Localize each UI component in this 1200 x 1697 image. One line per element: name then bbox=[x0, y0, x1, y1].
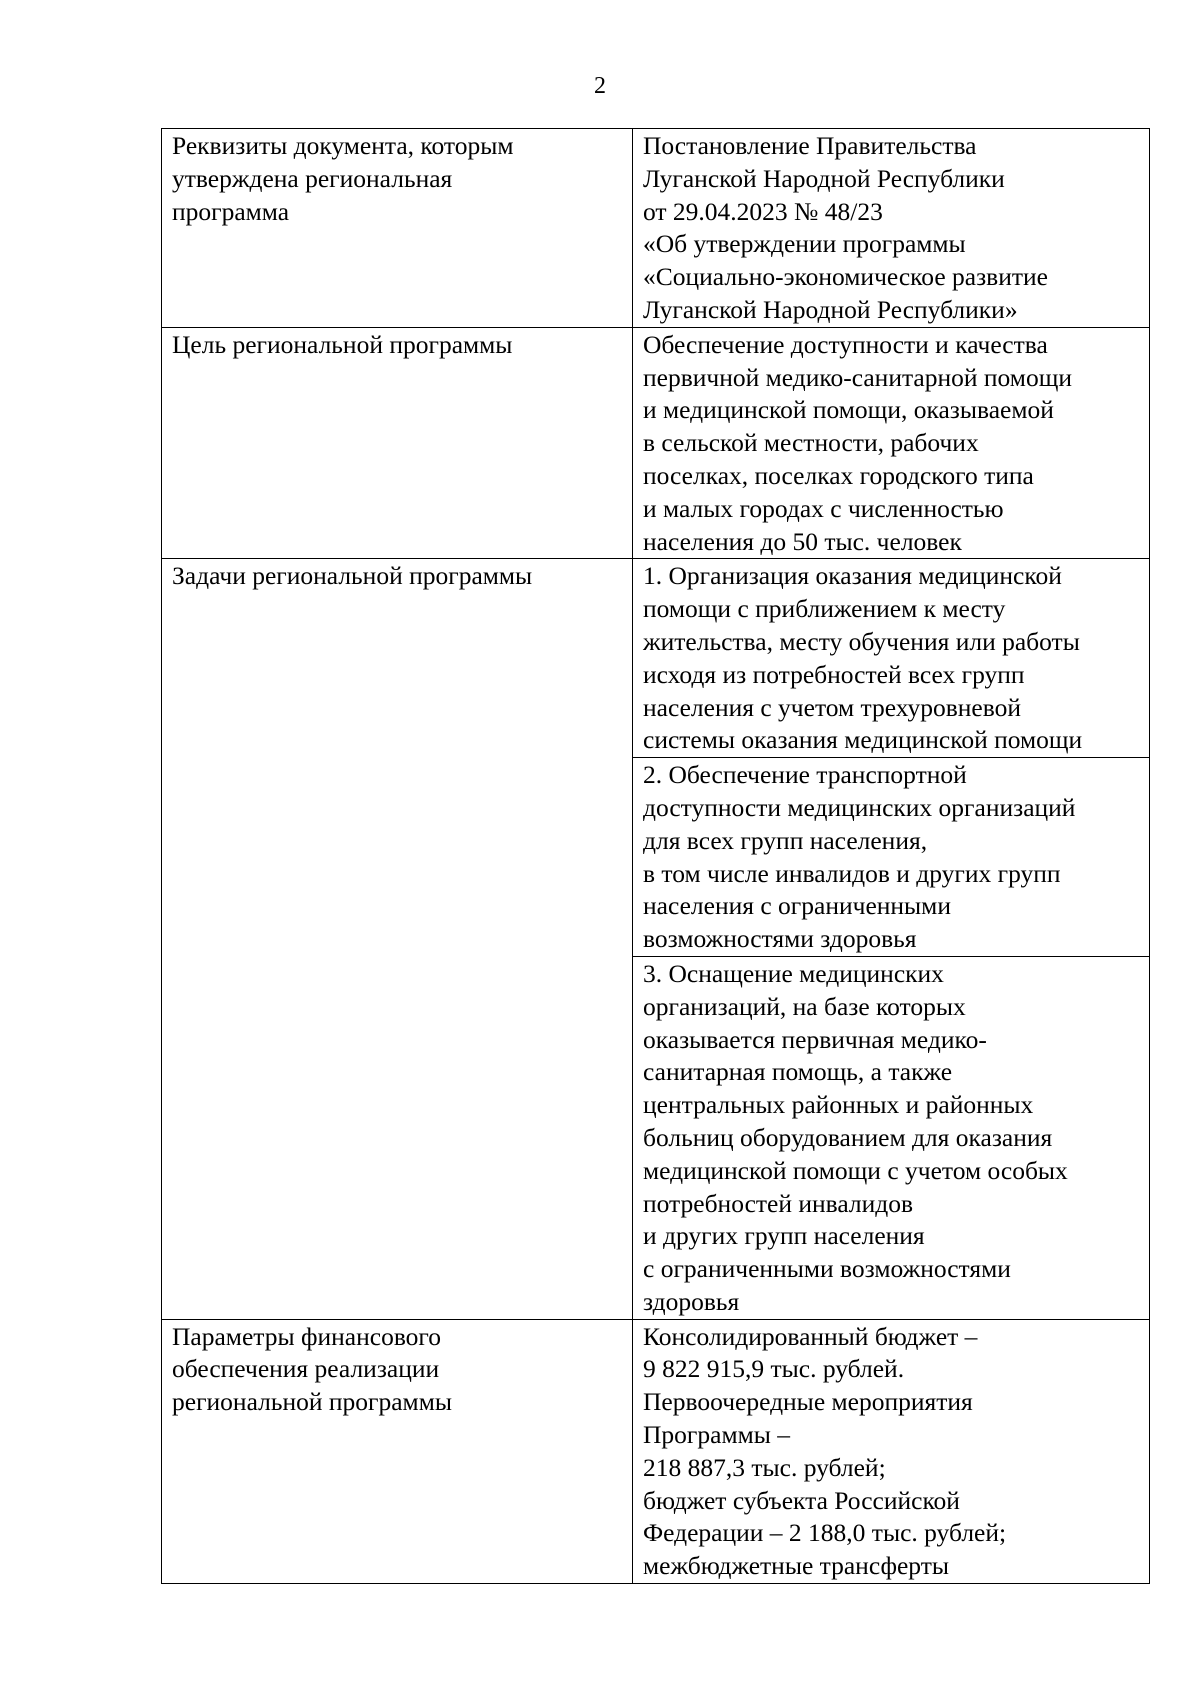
value-line: 1. Организация оказания медицинской bbox=[643, 561, 1062, 591]
label-line: Реквизиты документа, которым bbox=[172, 131, 514, 160]
value-line: в том числе инвалидов и других групп bbox=[643, 858, 1061, 888]
value-line: от 29.04.2023 № 48/23 bbox=[643, 196, 883, 226]
value-line: и медицинской помощи, оказываемой bbox=[643, 395, 1054, 425]
value-line: с ограниченными возможностями bbox=[643, 1254, 1011, 1284]
label-line: утверждена региональная bbox=[172, 163, 453, 193]
value-line: бюджет субъекта Российской bbox=[643, 1485, 960, 1515]
table-row-program-tasks bbox=[162, 559, 1150, 758]
value-line: в сельской местности, рабочих bbox=[643, 428, 979, 458]
label-line: программа bbox=[172, 196, 290, 226]
value-line: медицинской помощи с учетом особых bbox=[643, 1155, 1068, 1185]
value-line: организаций, на базе которых bbox=[643, 991, 966, 1021]
value-line: Программы – bbox=[643, 1420, 790, 1450]
value-line: Обеспечение доступности и качества bbox=[643, 329, 1048, 359]
label-line: Цель региональной программы bbox=[172, 329, 513, 359]
value-line: центральных районных и районных bbox=[643, 1090, 1034, 1120]
label-line: Параметры финансового bbox=[172, 1321, 442, 1351]
value-line: 3. Оснащение медицинских bbox=[643, 958, 944, 988]
value-line: межбюджетные трансферты bbox=[643, 1551, 949, 1581]
value-line: 2. Обеспечение транспортной bbox=[643, 760, 967, 790]
value-line: Луганской Народной Республики bbox=[643, 163, 1005, 193]
value-line: оказывается первичная медико- bbox=[643, 1024, 987, 1054]
value-line: исходя из потребностей всех групп bbox=[643, 659, 1025, 689]
value-line: населения с ограниченными bbox=[643, 891, 951, 921]
value-line: 9 822 915,9 тыс. рублей. bbox=[643, 1354, 905, 1384]
value-line: «Об утверждении программы bbox=[643, 229, 966, 259]
value-line: поселках, поселках городского типа bbox=[643, 460, 1034, 490]
value-cell-program-goal bbox=[633, 327, 1150, 559]
value-line: больниц оборудованием для оказания bbox=[643, 1122, 1053, 1152]
value-cell-task-1 bbox=[633, 559, 1150, 758]
label-cell-program-tasks bbox=[162, 559, 633, 1319]
value-line: Постановление Правительства bbox=[643, 131, 977, 160]
value-line: здоровья bbox=[643, 1286, 740, 1316]
program-passport-table bbox=[161, 128, 1150, 1584]
label-line: региональной программы bbox=[172, 1387, 452, 1417]
value-line: населения до 50 тыс. человек bbox=[643, 526, 962, 556]
value-line: «Социально-экономическое развитие bbox=[643, 262, 1048, 292]
value-line: санитарная помощь, а также bbox=[643, 1057, 953, 1087]
value-line: жительства, месту обучения или работы bbox=[643, 626, 1080, 656]
table-row-document-requisites bbox=[162, 129, 1150, 328]
value-line: и других групп населения bbox=[643, 1221, 925, 1251]
value-line: помощи с приближением к месту bbox=[643, 594, 1006, 624]
table-row-financing-parameters bbox=[162, 1319, 1150, 1583]
page-number: 2 bbox=[594, 73, 606, 99]
label-cell-financing-parameters bbox=[162, 1319, 633, 1583]
value-line: для всех групп населения, bbox=[643, 825, 928, 855]
value-line: Луганской Народной Республики» bbox=[643, 294, 1018, 324]
value-line: Консолидированный бюджет – bbox=[643, 1321, 978, 1351]
value-cell-task-3 bbox=[633, 956, 1150, 1319]
label-line: Задачи региональной программы bbox=[172, 561, 533, 591]
value-line: 218 887,3 тыс. рублей; bbox=[643, 1452, 886, 1482]
value-cell-document-requisites bbox=[633, 129, 1150, 328]
table-row-program-goal bbox=[162, 327, 1150, 559]
value-line: возможностями здоровья bbox=[643, 924, 917, 954]
value-line: доступности медицинских организаций bbox=[643, 792, 1076, 822]
value-line: первичной медико-санитарной помощи bbox=[643, 362, 1072, 392]
value-cell-task-2 bbox=[633, 758, 1150, 957]
value-cell-financing-parameters bbox=[633, 1319, 1150, 1583]
value-line: системы оказания медицинской помощи bbox=[643, 725, 1083, 755]
value-line: Федерации – 2 188,0 тыс. рублей; bbox=[643, 1518, 1007, 1548]
value-line: Первоочередные мероприятия bbox=[643, 1387, 973, 1417]
label-cell-program-goal bbox=[162, 327, 633, 559]
value-line: потребностей инвалидов bbox=[643, 1188, 914, 1218]
label-cell-document-requisites bbox=[162, 129, 633, 328]
value-line: населения с учетом трехуровневой bbox=[643, 692, 1022, 722]
label-line: обеспечения реализации bbox=[172, 1354, 440, 1384]
value-line: и малых городах с численностью bbox=[643, 493, 1004, 523]
